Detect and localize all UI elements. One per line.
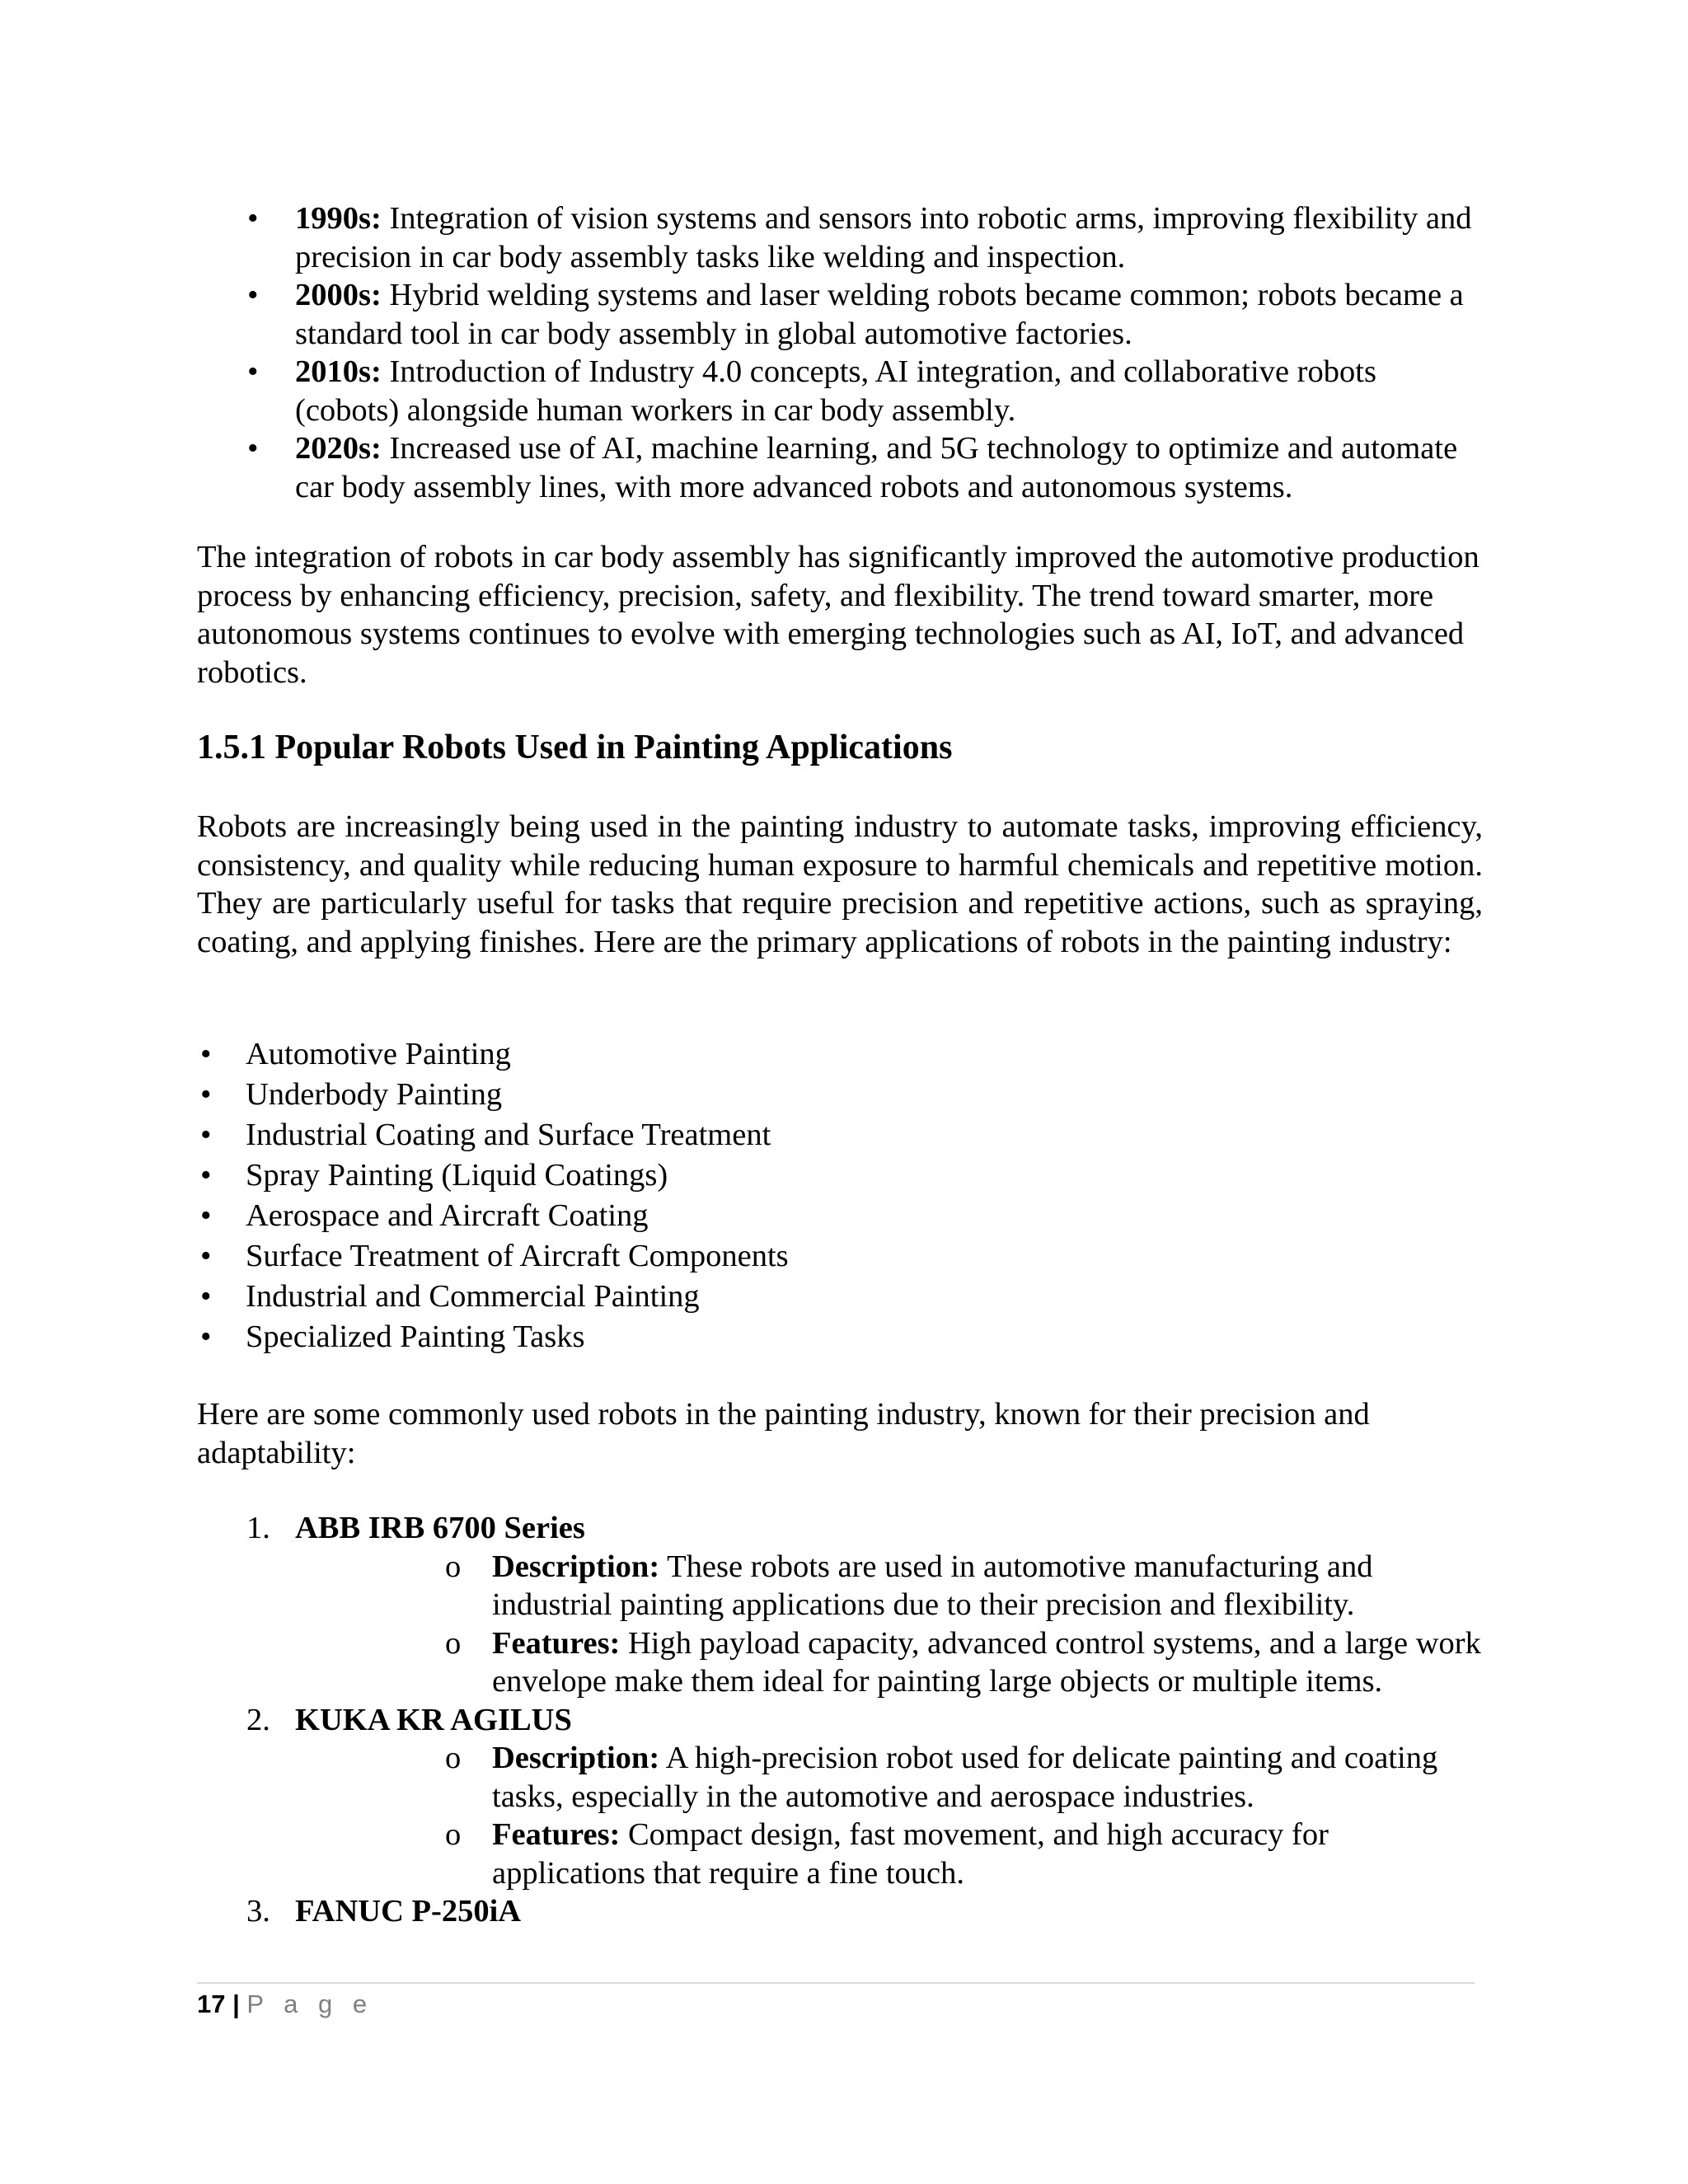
timeline-item <box>197 353 1483 429</box>
robots-list <box>197 1509 1483 1931</box>
applications-list <box>197 1034 1186 1357</box>
robot-item <box>197 1892 1483 1931</box>
timeline-list <box>197 199 1483 506</box>
timeline-label: 2020s: <box>295 431 382 466</box>
robot-number: 3. <box>246 1894 270 1929</box>
robot-features <box>295 1816 1483 1892</box>
description-text: A high-precision robot used for delicate painting and coating tasks, especially in the automotive and aerospace industries. <box>492 1741 1438 1814</box>
page-number: 17 <box>197 1990 226 2018</box>
timeline-label: 2010s: <box>295 354 382 389</box>
robot-name: ABB IRB 6700 Series <box>295 1511 585 1545</box>
robot-details <box>295 1739 1483 1892</box>
robot-item <box>197 1509 1483 1701</box>
sub-bullet-marker: o <box>445 1741 462 1775</box>
sub-bullet-marker: o <box>445 1549 462 1584</box>
timeline-item <box>197 429 1483 506</box>
timeline-label: 1990s: <box>295 201 382 236</box>
application-item: • Automotive Painting <box>197 1034 1186 1075</box>
application-item: • Underbody Painting <box>197 1075 1186 1115</box>
application-item: • Industrial and Commercial Painting <box>197 1277 1186 1317</box>
robot-description <box>295 1548 1483 1624</box>
sub-bullet-marker: o <box>445 1817 462 1852</box>
robot-number: 1. <box>246 1511 270 1545</box>
timeline-text: Increased use of AI, machine learning, and 5G technology to optimize and automate car body assembly lines, with more advanced robots and autonomous systems. <box>295 431 1458 504</box>
timeline-text: Hybrid welding systems and laser welding robots became common; robots became a standard tool in car body assembly in global automotive factories. <box>295 278 1464 351</box>
page-footer <box>197 1988 373 2021</box>
robots-intro-paragraph: Here are some commonly used robots in the painting industry, known for their precision and adaptability: <box>197 1397 1370 1470</box>
painting-paragraph: Robots are increasingly being used in the painting industry to automate tasks, improving efficiency, consistency, and quality while reducing human exposure to harmful chemicals and repetitive motion. They are particularly useful for tasks that require precision and repetitive actions, such as spraying, coating, and applying finishes. Here are the primary applications of robots in the painting industry: <box>197 809 1483 959</box>
footer-separator: | <box>232 1990 240 2018</box>
section-heading: 1.5.1 Popular Robots Used in Painting Applications <box>197 729 953 766</box>
application-item: • Specialized Painting Tasks <box>197 1317 1186 1357</box>
application-item: • Aerospace and Aircraft Coating <box>197 1196 1186 1236</box>
description-label: Description: <box>492 1741 660 1775</box>
timeline-text: Integration of vision systems and sensors into robotic arms, improving flexibility and precision in car body assembly tasks like welding and inspection. <box>295 201 1472 274</box>
robot-name: FANUC P-250iA <box>295 1894 522 1929</box>
features-label: Features: <box>492 1625 621 1661</box>
features-label: Features: <box>492 1817 621 1852</box>
robot-description <box>295 1739 1483 1816</box>
timeline-text: Introduction of Industry 4.0 concepts, AI integration, and collaborative robots (cobots) alongside human workers in car body assembly. <box>295 354 1376 428</box>
robot-number: 2. <box>246 1702 270 1737</box>
robot-item <box>197 1701 1483 1893</box>
description-text: These robots are used in automotive manufacturing and industrial painting applications due to their precision and flexibility. <box>492 1549 1373 1622</box>
sub-bullet-marker: o <box>445 1625 462 1661</box>
timeline-item <box>197 199 1483 276</box>
application-item: • Industrial Coating and Surface Treatment <box>197 1115 1186 1155</box>
timeline-item <box>197 276 1483 353</box>
application-item: • Surface Treatment of Aircraft Components <box>197 1236 1186 1277</box>
features-text: High payload capacity, advanced control systems, and a large work envelope make them ideal for painting large objects or multiple items. <box>492 1625 1481 1699</box>
description-label: Description: <box>492 1549 660 1584</box>
timeline-label: 2000s: <box>295 278 382 312</box>
page-label: P a g e <box>246 1990 374 2018</box>
features-text: Compact design, fast movement, and high accuracy for applications that require a fine touch. <box>492 1817 1329 1891</box>
footer-divider <box>197 1982 1475 1984</box>
robot-features <box>295 1624 1483 1701</box>
robot-details <box>295 1548 1483 1701</box>
application-item: • Spray Painting (Liquid Coatings) <box>197 1155 1186 1196</box>
robot-name: KUKA KR AGILUS <box>295 1702 572 1737</box>
intro-paragraph: The integration of robots in car body assembly has significantly improved the automotive production process by enhancing efficiency, precision, safety, and flexibility. The trend toward smarter, more autonomous systems continues to evolve with emerging technologies such as AI, IoT, and advanced robotics. <box>197 540 1479 690</box>
